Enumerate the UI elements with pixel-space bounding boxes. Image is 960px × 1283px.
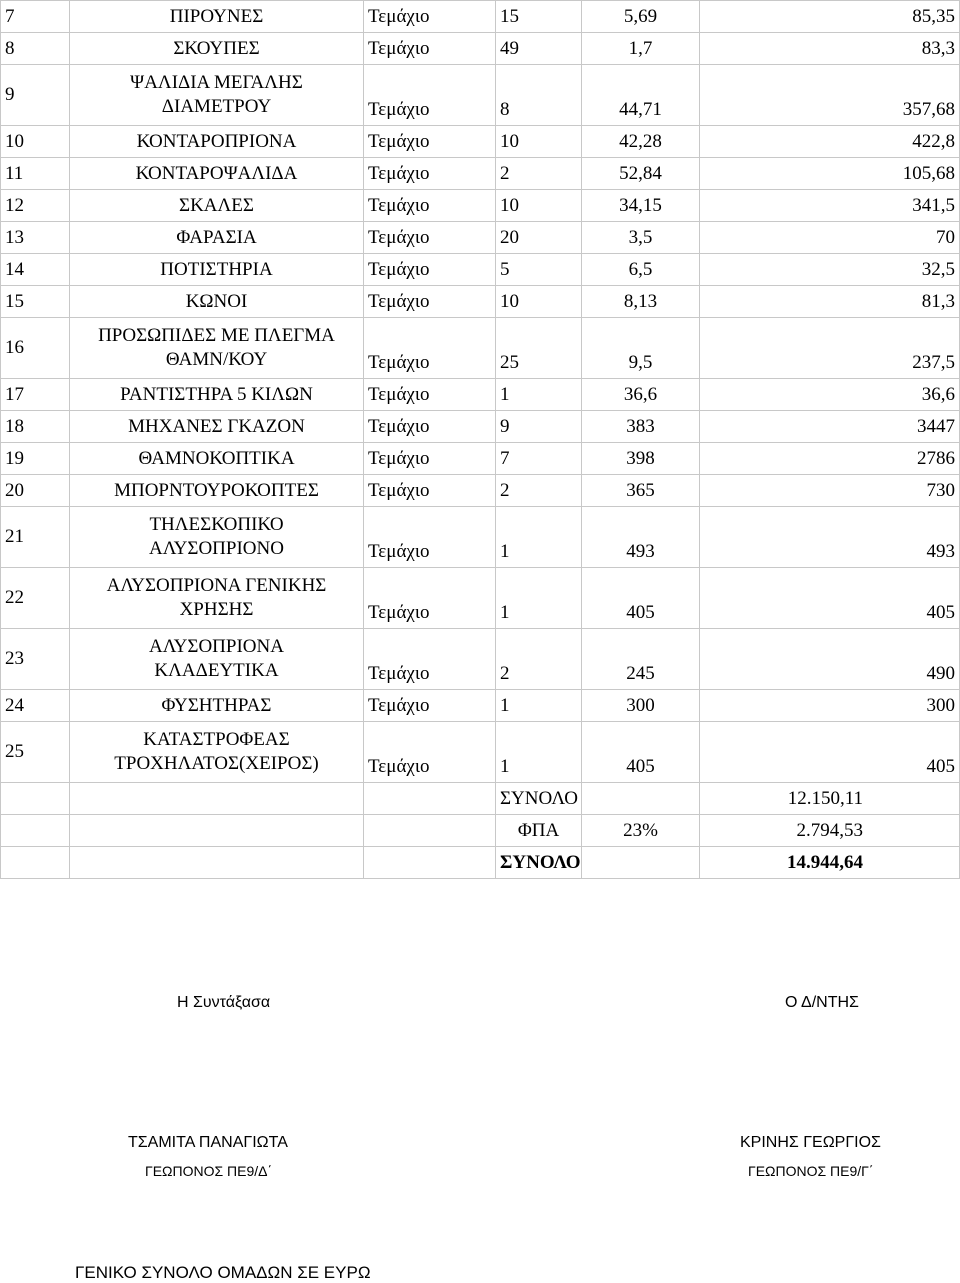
- item-name: [70, 411, 364, 443]
- right-role: Ο Δ/ΝΤΗΣ: [785, 994, 859, 1011]
- unit-price: 405: [582, 722, 700, 783]
- item-name: [70, 65, 364, 126]
- row-number: 25: [1, 722, 70, 783]
- item-name: [70, 629, 364, 690]
- quantity: 5: [496, 254, 582, 286]
- item-name: [70, 507, 364, 568]
- quantity: 20: [496, 222, 582, 254]
- unit: Τεμάχιο: [364, 126, 496, 158]
- table-row: [1, 411, 960, 443]
- item-name-line: ΨΑΛΙΔΙΑ ΜΕΓΑΛΗΣ: [130, 72, 303, 93]
- item-name: [70, 286, 364, 318]
- unit: Τεμάχιο: [364, 379, 496, 411]
- item-name: [70, 126, 364, 158]
- table-row: [1, 318, 960, 379]
- quantity: 10: [496, 190, 582, 222]
- unit: Τεμάχιο: [364, 190, 496, 222]
- item-name: [70, 318, 364, 379]
- quantity: 10: [496, 126, 582, 158]
- items-body: [1, 1, 960, 879]
- unit: Τεμάχιο: [364, 690, 496, 722]
- row-number: 18: [1, 411, 70, 443]
- unit-price: 36,6: [582, 379, 700, 411]
- quantity: 25: [496, 318, 582, 379]
- table-row: [1, 65, 960, 126]
- quantity: 1: [496, 507, 582, 568]
- row-number: 17: [1, 379, 70, 411]
- row-number: 15: [1, 286, 70, 318]
- unit-price: 405: [582, 568, 700, 629]
- unit: Τεμάχιο: [364, 318, 496, 379]
- left-signatory-title: ΓΕΩΠΟΝΟΣ ΠΕ9/Δ΄: [145, 1163, 273, 1179]
- table-row: [1, 379, 960, 411]
- table-row: [1, 126, 960, 158]
- line-total: 3447: [700, 411, 960, 443]
- item-name: [70, 33, 364, 65]
- line-total: 85,35: [700, 1, 960, 33]
- line-total: 36,6: [700, 379, 960, 411]
- row-number: 8: [1, 33, 70, 65]
- summary-value: 14.944,64: [700, 847, 960, 879]
- line-total: 83,3: [700, 33, 960, 65]
- item-name: [70, 379, 364, 411]
- blank-cell: [70, 783, 364, 815]
- item-name: [70, 722, 364, 783]
- blank-cell: [364, 815, 496, 847]
- item-name-line: ΑΛΥΣΟΠΡΙΟΝΑ ΓΕΝΙΚΗΣ: [106, 575, 327, 596]
- quantity: 1: [496, 568, 582, 629]
- unit-price: 44,71: [582, 65, 700, 126]
- table-row: [1, 158, 960, 190]
- summary-rate: 23%: [582, 815, 700, 847]
- quantity: 7: [496, 443, 582, 475]
- row-number: 9: [1, 65, 70, 126]
- item-name-line: ΜΠΟΡΝΤΟΥΡΟΚΟΠΤΕΣ: [114, 479, 319, 501]
- summary-row: [1, 783, 960, 815]
- summary-label: ΣΥΝΟΛΟ: [496, 783, 582, 815]
- item-name-line: ΔΙΑΜΕΤΡΟΥ: [161, 96, 272, 117]
- summary-value: 12.150,11: [700, 783, 960, 815]
- row-number: 19: [1, 443, 70, 475]
- item-name-line: ΠΡΟΣΩΠΙΔΕΣ ΜΕ ΠΛΕΓΜΑ: [98, 325, 335, 346]
- item-name-line: ΤΗΛΕΣΚΟΠΙΚΟ: [149, 514, 284, 535]
- quantity: 8: [496, 65, 582, 126]
- line-total: 341,5: [700, 190, 960, 222]
- item-name-line: ΦΥΣΗΤΗΡΑΣ: [161, 694, 272, 716]
- blank-cell: [1, 783, 70, 815]
- summary-row: [1, 815, 960, 847]
- table-row: [1, 443, 960, 475]
- item-name-line: ΚΟΝΤΑΡΟΨΑΛΙΔΑ: [135, 162, 298, 184]
- table-row: [1, 629, 960, 690]
- row-number: 24: [1, 690, 70, 722]
- item-name-line: ΚΑΤΑΣΤΡΟΦΕΑΣ: [143, 729, 290, 750]
- line-total: 237,5: [700, 318, 960, 379]
- row-number: 12: [1, 190, 70, 222]
- item-name: [70, 475, 364, 507]
- item-name-line: ΠΟΤΙΣΤΗΡΙΑ: [160, 258, 273, 280]
- table-row: [1, 33, 960, 65]
- table-row: [1, 568, 960, 629]
- unit: Τεμάχιο: [364, 65, 496, 126]
- row-number: 11: [1, 158, 70, 190]
- unit-price: 9,5: [582, 318, 700, 379]
- blank-cell: [364, 847, 496, 879]
- line-total: 730: [700, 475, 960, 507]
- unit: Τεμάχιο: [364, 222, 496, 254]
- unit: Τεμάχιο: [364, 475, 496, 507]
- unit-price: 42,28: [582, 126, 700, 158]
- quantity: 49: [496, 33, 582, 65]
- unit: Τεμάχιο: [364, 507, 496, 568]
- line-total: 490: [700, 629, 960, 690]
- summary-rate: [582, 847, 700, 879]
- grand-total-heading: ΓΕΝΙΚΟ ΣΥΝΟΛΟ ΟΜΑΔΩΝ ΣΕ ΕΥΡΩ: [75, 1263, 371, 1282]
- item-name-line: ΧΡΗΣΗΣ: [179, 599, 254, 620]
- line-total: 300: [700, 690, 960, 722]
- line-total: 357,68: [700, 65, 960, 126]
- table-row: [1, 286, 960, 318]
- row-number: 13: [1, 222, 70, 254]
- row-number: 14: [1, 254, 70, 286]
- table-row: [1, 690, 960, 722]
- table-row: [1, 475, 960, 507]
- blank-cell: [70, 847, 364, 879]
- row-number: 20: [1, 475, 70, 507]
- row-number: 16: [1, 318, 70, 379]
- unit-price: 34,15: [582, 190, 700, 222]
- line-total: 81,3: [700, 286, 960, 318]
- table-row: [1, 1, 960, 33]
- item-name-line: ΤΡΟΧΗΛΑΤΟΣ(ΧΕΙΡΟΣ): [114, 753, 319, 774]
- line-total: 32,5: [700, 254, 960, 286]
- line-total: 422,8: [700, 126, 960, 158]
- unit-price: 52,84: [582, 158, 700, 190]
- left-role: Η Συντάξασα: [177, 994, 271, 1011]
- unit-price: 5,69: [582, 1, 700, 33]
- item-name-line: ΡΑΝΤΙΣΤΗΡΑ 5 ΚΙΛΩΝ: [120, 383, 313, 405]
- item-name-line: ΚΛΑΔΕΥΤΙΚΑ: [154, 660, 279, 681]
- table-row: [1, 222, 960, 254]
- table-row: [1, 190, 960, 222]
- summary-label: ΦΠΑ: [496, 815, 582, 847]
- item-name-line: ΣΚΑΛΕΣ: [179, 194, 254, 216]
- quantity: 1: [496, 379, 582, 411]
- right-signatory-title: ΓΕΩΠΟΝΟΣ ΠΕ9/Γ΄: [748, 1163, 874, 1179]
- item-name: [70, 254, 364, 286]
- quantity: 1: [496, 722, 582, 783]
- row-number: 22: [1, 568, 70, 629]
- line-total: 405: [700, 722, 960, 783]
- unit-price: 6,5: [582, 254, 700, 286]
- table-row: [1, 507, 960, 568]
- summary-row: [1, 847, 960, 879]
- quantity: 9: [496, 411, 582, 443]
- line-total: 70: [700, 222, 960, 254]
- blank-cell: [1, 815, 70, 847]
- unit: Τεμάχιο: [364, 1, 496, 33]
- unit: Τεμάχιο: [364, 286, 496, 318]
- row-number: 10: [1, 126, 70, 158]
- blank-cell: [364, 783, 496, 815]
- item-name: [70, 1, 364, 33]
- unit-price: 398: [582, 443, 700, 475]
- line-total: 493: [700, 507, 960, 568]
- unit-price: 8,13: [582, 286, 700, 318]
- line-total: 405: [700, 568, 960, 629]
- item-name-line: ΘΑΜΝΟΚΟΠΤΙΚΑ: [138, 447, 295, 469]
- quantity: 2: [496, 475, 582, 507]
- item-name: [70, 190, 364, 222]
- unit: Τεμάχιο: [364, 33, 496, 65]
- item-name-line: ΦΑΡΑΣΙΑ: [176, 226, 257, 248]
- item-name-line: ΣΚΟΥΠΕΣ: [173, 37, 260, 59]
- quantity: 1: [496, 690, 582, 722]
- unit-price: 365: [582, 475, 700, 507]
- item-name: [70, 568, 364, 629]
- table-row: [1, 254, 960, 286]
- line-total: 2786: [700, 443, 960, 475]
- quantity: 2: [496, 629, 582, 690]
- row-number: 7: [1, 1, 70, 33]
- item-name: [70, 443, 364, 475]
- unit: Τεμάχιο: [364, 443, 496, 475]
- item-name-line: ΑΛΥΣΟΠΡΙΟΝΟ: [149, 538, 284, 559]
- quantity: 2: [496, 158, 582, 190]
- unit: Τεμάχιο: [364, 722, 496, 783]
- blank-cell: [70, 815, 364, 847]
- summary-value: 2.794,53: [700, 815, 960, 847]
- row-number: 21: [1, 507, 70, 568]
- item-name-line: ΑΛΥΣΟΠΡΙΟΝΑ: [149, 636, 284, 657]
- quantity: 15: [496, 1, 582, 33]
- line-total: 105,68: [700, 158, 960, 190]
- item-name: [70, 222, 364, 254]
- unit-price: 1,7: [582, 33, 700, 65]
- unit-price: 383: [582, 411, 700, 443]
- summary-label: ΣΥΝΟΛΟ: [496, 847, 582, 879]
- blank-cell: [1, 847, 70, 879]
- unit-price: 300: [582, 690, 700, 722]
- unit: Τεμάχιο: [364, 629, 496, 690]
- table-row: [1, 722, 960, 783]
- quantity: 10: [496, 286, 582, 318]
- item-name-line: ΚΟΝΤΑΡΟΠΡΙΟΝΑ: [136, 130, 297, 152]
- unit: Τεμάχιο: [364, 411, 496, 443]
- unit-price: 245: [582, 629, 700, 690]
- unit: Τεμάχιο: [364, 158, 496, 190]
- item-name: [70, 158, 364, 190]
- item-name-line: ΜΗΧΑΝΕΣ ΓΚΑΖΟΝ: [128, 415, 305, 437]
- item-name: [70, 690, 364, 722]
- right-signatory-name: ΚΡΙΝΗΣ ΓΕΩΡΓΙΟΣ: [740, 1134, 881, 1151]
- summary-rate: [582, 783, 700, 815]
- unit-price: 493: [582, 507, 700, 568]
- row-number: 23: [1, 629, 70, 690]
- unit: Τεμάχιο: [364, 568, 496, 629]
- item-name-line: ΚΩΝΟΙ: [185, 290, 248, 312]
- unit: Τεμάχιο: [364, 254, 496, 286]
- left-signatory-name: ΤΣΑΜΙΤΑ ΠΑΝΑΓΙΩΤΑ: [128, 1134, 288, 1151]
- item-name-line: ΠΙΡΟΥΝΕΣ: [169, 5, 264, 27]
- item-name-line: ΘΑΜΝ/ΚΟΥ: [165, 349, 268, 370]
- unit-price: 3,5: [582, 222, 700, 254]
